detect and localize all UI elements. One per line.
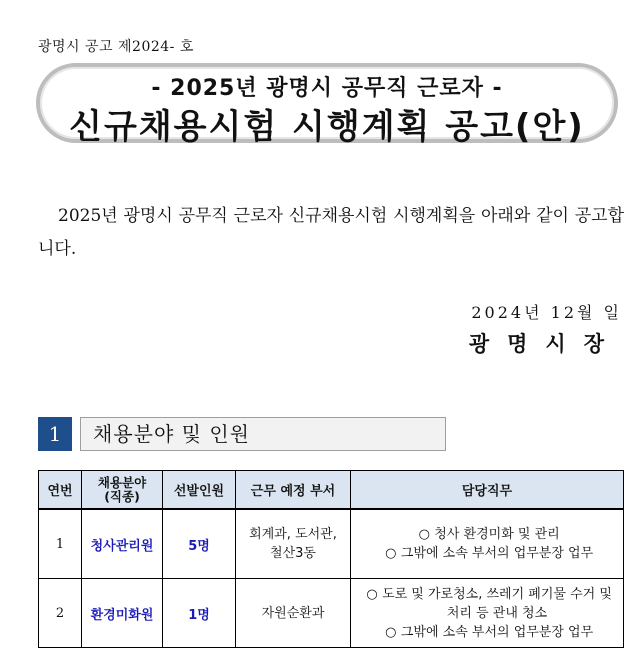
row-count: 1명 — [163, 579, 236, 648]
notice-number: 광명시 공고 제2024- 호 — [38, 39, 194, 55]
duty-text: 그밖에 소속 부서의 업무분장 업무 — [400, 624, 594, 640]
duty-text: 그밖에 소속 부서의 업무분장 업무 — [400, 546, 594, 561]
duty-item — [357, 585, 617, 623]
announcement-date: 2024년 12월 일 — [471, 303, 622, 322]
issuer-name: 광명시장 — [468, 331, 622, 356]
table-row — [39, 509, 624, 579]
bullet-icon: ○ — [385, 546, 397, 561]
title-banner — [36, 63, 618, 147]
row-department-line1: 자원순환과 — [261, 605, 325, 621]
row-field: 청사관리원 — [82, 509, 163, 579]
duty-item — [357, 525, 617, 544]
table-header-row — [39, 471, 624, 510]
recruitment-table — [38, 470, 624, 648]
duty-item — [357, 544, 617, 563]
bullet-icon: ○ — [385, 624, 397, 640]
header-field-line2: (직종) — [104, 488, 140, 504]
duty-text: 도로 및 가로청소, 쓰레기 폐기물 수거 및 처리 등 관내 청소 — [382, 586, 612, 621]
bullet-icon: ○ — [366, 586, 378, 602]
row-department-line2: 철산3동 — [270, 546, 316, 561]
table-row — [39, 579, 624, 648]
title-main: 신규채용시험 시행계획 공고(안) — [69, 107, 585, 147]
row-num: 2 — [39, 579, 82, 648]
row-duties — [351, 579, 624, 648]
duty-item — [357, 623, 617, 642]
duty-text: 청사 환경미화 및 관리 — [434, 527, 560, 542]
row-count: 5명 — [163, 509, 236, 579]
row-field: 환경미화원 — [82, 579, 163, 648]
section-number: 1 — [38, 417, 72, 451]
row-duties — [351, 509, 624, 579]
row-num: 1 — [39, 509, 82, 579]
bullet-icon: ○ — [418, 527, 430, 542]
intro-paragraph: 2025년 광명시 공무직 근로자 신규채용시험 시행계획을 아래와 같이 공고합니다. — [38, 206, 624, 259]
header-field — [82, 471, 163, 510]
header-field-line1: 채용분야 — [97, 474, 147, 490]
header-department: 근무 예정 부서 — [236, 471, 351, 510]
row-department — [236, 579, 351, 648]
header-duties: 담당직무 — [351, 471, 624, 510]
row-department — [236, 509, 351, 579]
title-subtitle: - 2025년 광명시 공무직 근로자 - — [151, 76, 503, 101]
header-num: 연번 — [39, 471, 82, 510]
section-title: 채용분야 및 인원 — [80, 417, 446, 451]
row-department-line1: 회계과, 도서관, — [249, 527, 337, 542]
header-selection: 선발인원 — [163, 471, 236, 510]
